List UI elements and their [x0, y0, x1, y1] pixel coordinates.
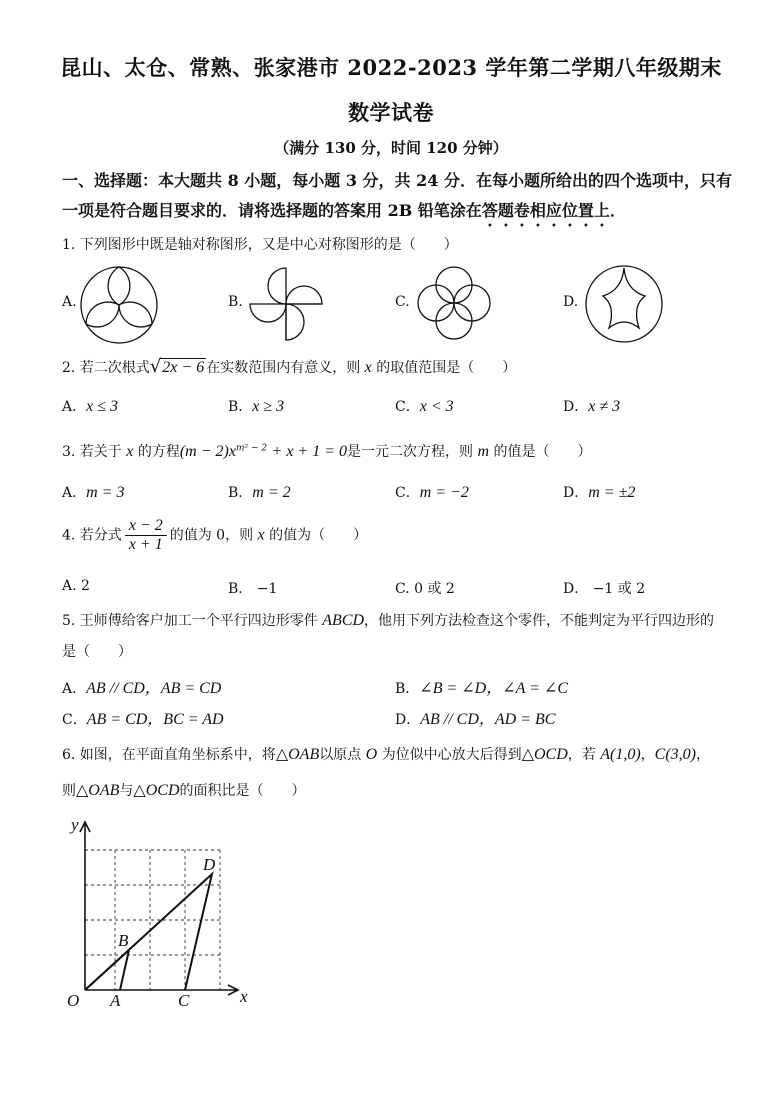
- q2-option-c: C．x < 3: [395, 398, 454, 415]
- q3-option-c: C．m = −2: [395, 484, 469, 501]
- label-a: A: [110, 991, 121, 1010]
- q5-option-d: D．AB // CD，AD = BC: [395, 711, 556, 728]
- question-3-stem: 3. 若关于 x 的方程$(m - 2)x^{m^2 - 2} + x + 1 = 0$是一元二次方程，则 m 的值是（ ）: [62, 443, 592, 460]
- q1-option-c-label: C.: [395, 294, 410, 310]
- pentagon-arcs-in-circle-icon: [582, 262, 666, 346]
- question-2-stem: 2. 若二次根式√2x − 6 在实数范围内有意义，则 x 的取值范围是（ ）: [62, 356, 517, 377]
- q4-option-c: C. 0 或 2: [395, 581, 455, 597]
- q4-option-b: B． −1: [228, 581, 278, 597]
- q3-option-b: B．m = 2: [228, 484, 291, 501]
- question-5-stem: 5. 王师傅给客户加工一个平行四边形零件 ABCD，他用下列方法检查这个零件，不能判定为平行四边形的: [62, 612, 715, 629]
- q3-option-a: A．m = 3: [62, 484, 125, 501]
- fraction: $\frac{x - 2}{x + 1}$: [125, 517, 167, 554]
- label-b: B: [118, 931, 129, 950]
- question-6-stem: 6. 如图，在平面直角坐标系中，将△OAB以原点 O 为位似中心放大后得到△OCD，若 A(1,0)，C(3,0)，: [62, 746, 710, 763]
- label-d: D: [203, 855, 216, 874]
- q5-option-c: C．AB = CD，BC = AD: [62, 711, 224, 728]
- q1-option-b-label: B.: [228, 294, 243, 310]
- q4-option-d: D． −1 或 2: [563, 581, 646, 597]
- q1-option-d-label: D.: [563, 294, 579, 310]
- question-1-stem: 1. 下列图形中既是轴对称图形，又是中心对称图形的是（ ）: [62, 237, 458, 253]
- question-4-stem: 4. 若分式 $\frac{x - 2}{x + 1}$ 的值为 0，则 x 的值为（ ）: [62, 517, 368, 553]
- section-instructions: [62, 166, 742, 230]
- label-x: x: [240, 987, 248, 1006]
- question-5-stem-line2: 是（ ）: [62, 644, 132, 660]
- label-c: C: [178, 991, 190, 1010]
- label-o: O: [67, 991, 80, 1010]
- section-line1: 一、选择题：本大题共 8 小题，每小题 3 分，共 24 分．在每小题所给出的四个选项中，只有: [62, 171, 732, 190]
- q4-option-a: A. 2: [62, 578, 90, 594]
- four-circles-icon: [413, 262, 495, 344]
- q2-option-d: D．x ≠ 3: [563, 398, 621, 415]
- paper-title-line2: 数学试卷: [348, 100, 434, 125]
- coordinate-figure: [60, 810, 260, 1010]
- radicand: 2x − 6: [162, 359, 205, 376]
- emphasized-text: 答题卷相应位置上: [481, 201, 610, 220]
- grid: [85, 850, 220, 990]
- triangle-ocd: [85, 874, 212, 990]
- question-6-stem-line2: 则△OAB与△OCD的面积比是（ ）: [62, 782, 306, 799]
- q1-option-a-label: A.: [62, 294, 77, 310]
- q2-option-a: A．x ≤ 3: [62, 398, 119, 415]
- section-line2: 一项是符合题目要求的．请将选择题的答案用 2B 铅笔涂在答题卷相应位置上．: [62, 201, 626, 220]
- paper-title-line1: 昆山、太仓、常熟、张家港市 2022-2023 学年第二学期八年级期末: [60, 55, 722, 80]
- paper-subtitle: （满分 130 分，时间 120 分钟）: [274, 139, 508, 157]
- circle-three-petals-icon: [78, 264, 160, 346]
- label-y: y: [71, 815, 79, 834]
- pinwheel-icon: [246, 264, 328, 346]
- q5-option-b: B．∠B = ∠D，∠A = ∠C: [395, 680, 569, 697]
- q3-option-d: D．m = ±2: [563, 484, 636, 501]
- q2-option-b: B．x ≥ 3: [228, 398, 285, 415]
- q5-option-a: A．AB // CD，AB = CD: [62, 680, 222, 697]
